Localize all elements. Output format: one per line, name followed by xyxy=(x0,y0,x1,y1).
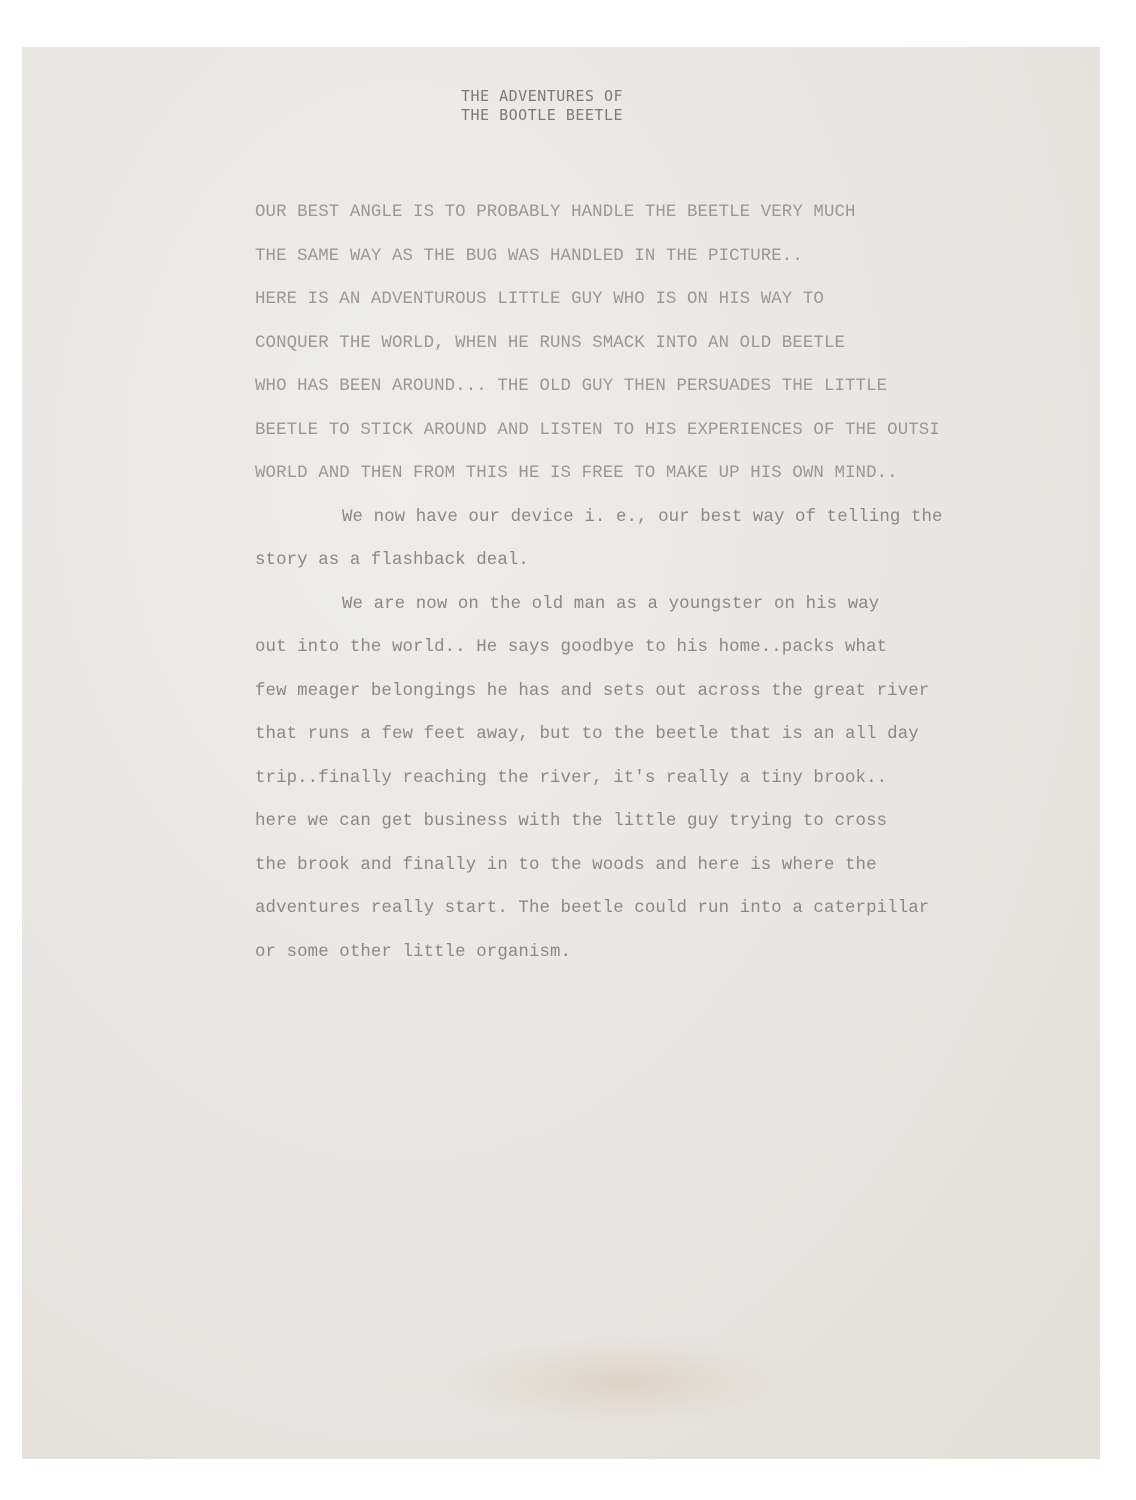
paragraph-line: out into the world.. He says goodbye to his home..packs what xyxy=(255,638,888,657)
document-title xyxy=(382,87,702,125)
caps-line: WORLD AND THEN FROM THIS HE IS FREE TO MAKE UP HIS OWN MIND.. xyxy=(255,464,898,483)
paragraph-line: We now have our device i. e., our best way of telling the xyxy=(342,507,943,527)
caps-line: HERE IS AN ADVENTUROUS LITTLE GUY WHO IS ON HIS WAY TO xyxy=(255,290,824,309)
paper-stain xyxy=(442,1337,802,1427)
title-line: THE BOOTLE BEETLE xyxy=(460,106,624,124)
paragraph-line: here we can get business with the little guy trying to cross xyxy=(255,812,888,831)
paragraph-line: the brook and finally in to the woods and here is where the xyxy=(255,855,877,875)
paragraph-line: story as a flashback deal. xyxy=(255,551,529,570)
caps-line: THE SAME WAY AS THE BUG WAS HANDLED IN THE PICTURE.. xyxy=(255,246,803,266)
caps-line: WHO HAS BEEN AROUND... THE OLD GUY THEN PERSUADES THE LITTLE xyxy=(255,377,888,396)
caps-line: OUR BEST ANGLE IS TO PROBABLY HANDLE THE BEETLE VERY MUCH xyxy=(255,203,856,222)
paragraph-line: or some other little organism. xyxy=(255,942,572,962)
document-body xyxy=(255,191,1100,974)
paragraph-line: trip..finally reaching the river, it's really a tiny brook.. xyxy=(255,768,888,788)
paragraph-line: few meager belongings he has and sets out across the great river xyxy=(255,681,930,701)
paragraph-line: We are now on the old man as a youngster on his way xyxy=(342,594,880,614)
caps-line: CONQUER THE WORLD, WHEN HE RUNS SMACK INTO AN OLD BEETLE xyxy=(255,333,846,353)
title-line: THE ADVENTURES OF xyxy=(460,87,624,105)
paragraph-line: adventures really start. The beetle could run into a caterpillar xyxy=(255,899,930,918)
paragraph-line: that runs a few feet away, but to the beetle that is an all day xyxy=(255,725,919,744)
caps-line: BEETLE TO STICK AROUND AND LISTEN TO HIS EXPERIENCES OF THE OUTSI xyxy=(255,420,940,440)
typed-page xyxy=(22,47,1100,1459)
